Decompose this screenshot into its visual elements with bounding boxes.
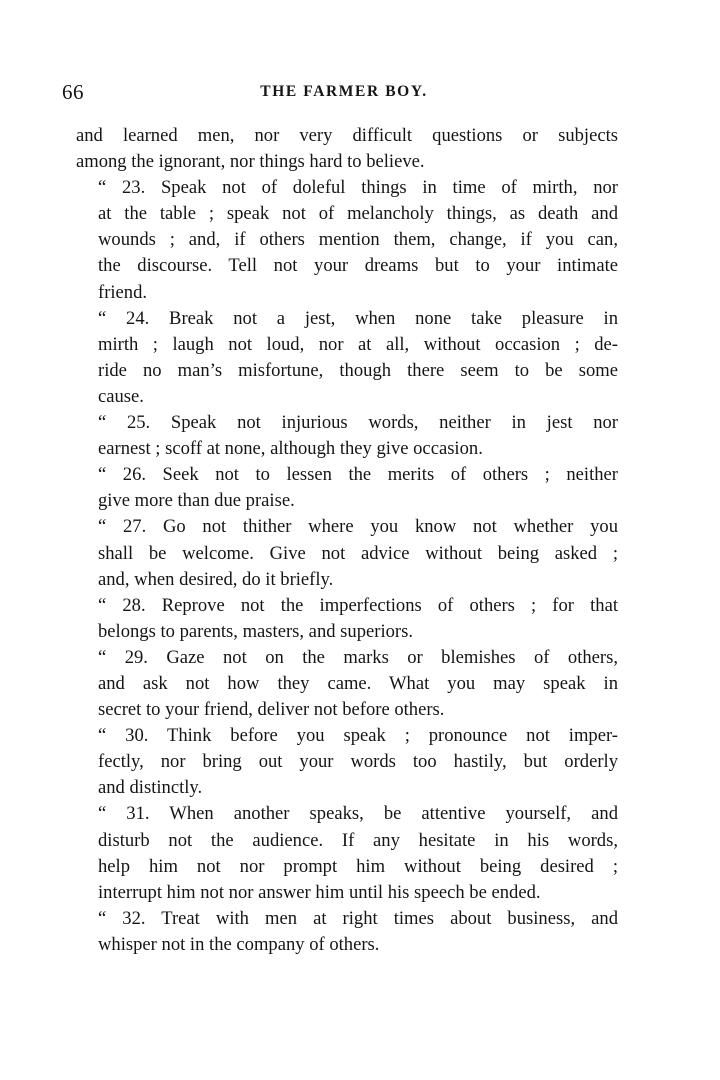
text-line: “ 26. Seek not to lessen the merits of others ; neither: [98, 464, 618, 486]
text-line: “ 25. Speak not injurious words, neither in jest nor: [98, 412, 618, 434]
text-line: at the table ; speak not of melancholy things, as death and: [98, 203, 618, 225]
text-line: “ 29. Gaze not on the marks or blemishes of others,: [98, 646, 618, 668]
text-line: “ 23. Speak not of doleful things in time of mirth, nor: [98, 177, 618, 199]
running-title: THE FARMER BOY.: [260, 83, 428, 100]
text-line: wounds ; and, if others mention them, change, if you can,: [98, 229, 618, 251]
paragraph: [76, 645, 618, 723]
paragraph: [76, 723, 618, 801]
text-line: and distinctly.: [98, 777, 203, 799]
text-line: whisper not in the company of others.: [98, 933, 380, 955]
text-line: “ 31. When another speaks, be attentive yourself, and: [98, 803, 618, 825]
text-line: secret to your friend, deliver not before others.: [98, 699, 445, 721]
text-line: mirth ; laugh not loud, nor at all, without occasion ; de-: [98, 333, 618, 355]
page-number: 66: [62, 80, 84, 104]
text-line: and learned men, nor very difficult questions or subjects: [76, 125, 618, 146]
paragraph: [76, 462, 618, 514]
running-head: [62, 80, 618, 108]
body-text: [76, 123, 618, 958]
paragraph: [76, 175, 618, 305]
text-line: “ 24. Break not a jest, when none take pleasure in: [98, 307, 618, 329]
paragraph: [76, 593, 618, 645]
text-line: the discourse. Tell not your dreams but to your intimate: [98, 255, 618, 277]
text-line: “ 27. Go not thither where you know not whether you: [98, 516, 618, 538]
text-line: give more than due praise.: [98, 490, 295, 512]
text-line: shall be welcome. Give not advice without being asked ;: [98, 542, 618, 564]
paragraph: [76, 906, 618, 958]
text-line: earnest ; scoff at none, although they give occasion.: [98, 438, 483, 460]
text-line: “ 30. Think before you speak ; pronounce not imper-: [98, 725, 618, 747]
text-line: disturb not the audience. If any hesitate in his words,: [98, 829, 618, 851]
text-line: fectly, nor bring out your words too hastily, but orderly: [98, 751, 618, 773]
text-line: ride no man’s misfortune, though there seem to be some: [98, 359, 618, 381]
text-line: help him not nor prompt him without being desired ;: [98, 855, 618, 877]
text-line: friend.: [98, 281, 148, 303]
paragraph: [76, 306, 618, 410]
text-line: cause.: [98, 385, 144, 407]
paragraph: [76, 410, 618, 462]
paragraph: [76, 123, 618, 175]
text-line: belongs to parents, masters, and superiors.: [98, 620, 413, 642]
text-line: and, when desired, do it briefly.: [98, 568, 334, 590]
paragraph: [76, 514, 618, 592]
text-line: and ask not how they came. What you may speak in: [98, 672, 618, 694]
text-line: among the ignorant, nor things hard to believe.: [76, 151, 425, 173]
text-line: “ 28. Reprove not the imperfections of others ; for that: [98, 594, 618, 616]
text-line: interrupt him not nor answer him until his speech be ended.: [98, 881, 541, 903]
text-line: “ 32. Treat with men at right times about business, and: [98, 907, 618, 929]
paragraph: [76, 801, 618, 905]
